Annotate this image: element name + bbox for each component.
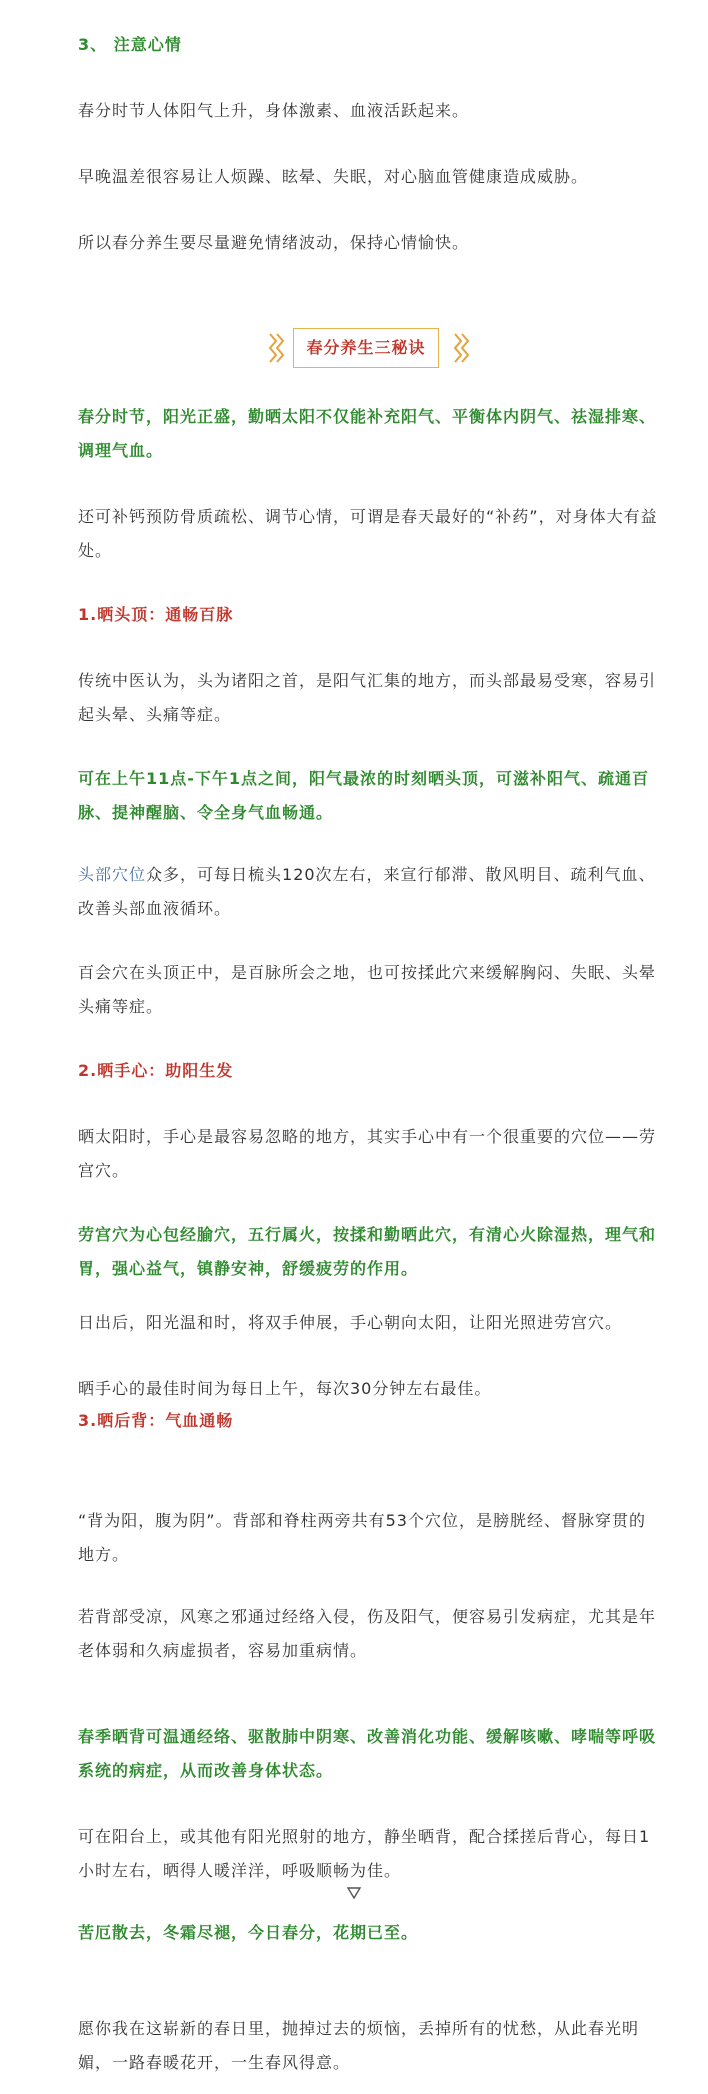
highlight-paragraph: 苦厄散去，冬霜尽褪，今日春分，花期已至。	[78, 1923, 419, 1942]
paragraph-rest: 众多，可每日梳头120次左右，来宣行郁滞、散风明目、疏利气血、改善头部血液循环。	[78, 865, 656, 918]
chevron-deco-left-icon	[266, 332, 288, 364]
highlight-paragraph: 可在上午11点-下午1点之间，阳气最浓的时刻晒头顶，可滋补阳气、疏通百脉、提神醒脑、令全身气血畅通。	[78, 769, 650, 822]
paragraph: 可在阳台上，或其他有阳光照射的地方，静坐晒背，配合揉搓后背心，每日1小时左右，晒得人暖洋洋，呼吸顺畅为佳。	[78, 1827, 651, 1880]
chevron-deco-right-icon	[450, 332, 472, 364]
acupoint-link[interactable]: 头部穴位	[78, 865, 147, 884]
highlight-paragraph: 劳宫穴为心包经腧穴，五行属火，按揉和勤晒此穴，有清心火除湿热，理气和胃，强心益气，镇静安神，舒缓疲劳的作用。	[78, 1225, 657, 1278]
paragraph: 还可补钙预防骨质疏松、调节心情，可谓是春天最好的“补药”，对身体大有益处。	[78, 507, 658, 560]
section-heading-head: 1.晒头顶：通畅百脉	[78, 605, 234, 624]
banner	[0, 328, 708, 372]
paragraph: 日出后，阳光温和时，将双手伸展，手心朝向太阳，让阳光照进劳宫穴。	[78, 1313, 623, 1332]
paragraph: “背为阳，腹为阴”。背部和脊柱两旁共有53个穴位，是膀胱经、督脉穿贯的地方。	[78, 1511, 646, 1564]
paragraph: 所以春分养生要尽量避免情绪波动，保持心情愉快。	[78, 233, 470, 252]
section-heading-mood: 3、 注意心情	[78, 35, 182, 54]
paragraph: 若背部受凉，风寒之邪通过经络入侵，伤及阳气，便容易引发病症，尤其是年老体弱和久病虚损者，容易加重病情。	[78, 1607, 657, 1660]
paragraph: 百会穴在头顶正中，是百脉所会之地，也可按揉此穴来缓解胸闷、失眠、头晕头痛等症。	[78, 963, 657, 1016]
paragraph: 愿你我在这崭新的春日里，抛掉过去的烦恼，丢掉所有的忧愁，从此春光明媚，一路春暖花开，一生春风得意。	[78, 2019, 640, 2072]
paragraph: 传统中医认为，头为诸阳之首，是阳气汇集的地方，而头部最易受寒，容易引起头晕、头痛等症。	[78, 671, 657, 724]
paragraph: 晒太阳时，手心是最容易忽略的地方，其实手心中有一个很重要的穴位——劳宫穴。	[78, 1127, 657, 1180]
highlight-paragraph: 春季晒背可温通经络、驱散肺中阴寒、改善消化功能、缓解咳嗽、哮喘等呼吸系统的病症，从而改善身体状态。	[78, 1727, 657, 1780]
highlight-paragraph: 春分时节，阳光正盛，勤晒太阳不仅能补充阳气、平衡体内阴气、祛湿排寒、调理气血。	[78, 407, 657, 460]
paragraph: 春分时节人体阳气上升，身体激素、血液活跃起来。	[78, 101, 470, 120]
paragraph	[78, 858, 658, 926]
section-heading-back: 3.晒后背：气血通畅	[78, 1411, 234, 1430]
down-triangle-icon	[346, 1886, 362, 1900]
banner-title: 春分养生三秘诀	[293, 328, 439, 368]
paragraph: 早晚温差很容易让人烦躁、眩晕、失眠，对心脑血管健康造成威胁。	[78, 167, 589, 186]
section-heading-palm: 2.晒手心：助阳生发	[78, 1061, 234, 1080]
paragraph: 晒手心的最佳时间为每日上午，每次30分钟左右最佳。	[78, 1379, 492, 1398]
